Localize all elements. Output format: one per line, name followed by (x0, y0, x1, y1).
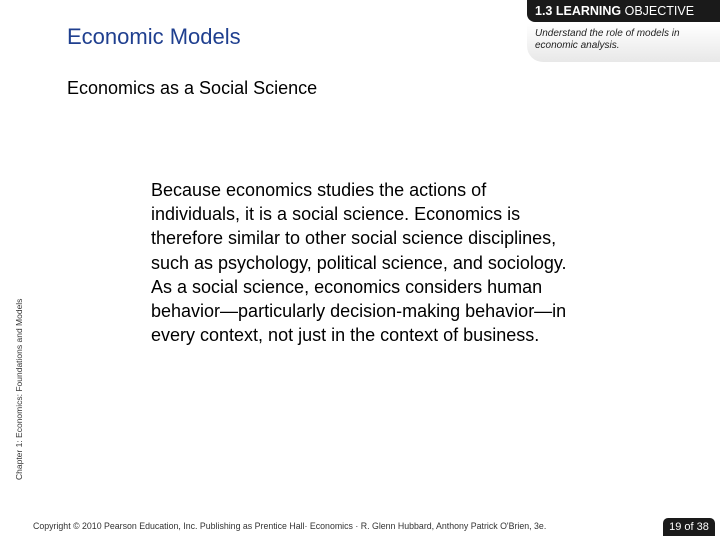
learning-objective-header (527, 0, 720, 22)
body-paragraph: Because economics studies the actions of individuals, it is a social science. Economics is therefore similar to other social science disciplines, such as psychology, political science, and sociology. As a social science, economics considers human behavior—particularly decision-making behavior—in every context, not just in the context of business. (151, 180, 567, 346)
learning-objective-label: OBJECTIVE (624, 4, 695, 18)
page-number: 19 of 38 (663, 518, 715, 536)
learning-objective-number: 1.3 LEARNING (535, 4, 622, 18)
copyright-footer: Copyright © 2010 Pearson Education, Inc. Publishing as Prentice Hall· Economics · R. Glenn Hubbard, Anthony Patrick O'Brien, 3e. (33, 521, 547, 531)
chapter-side-label: Chapter 1: Economics: Foundations and Models (14, 298, 24, 480)
slide-subtitle: Economics as a Social Science (67, 78, 318, 98)
learning-objective-box (527, 0, 720, 62)
slide-title: Economic Models (67, 24, 241, 49)
learning-objective-text: Understand the role of models in economic analysis. (535, 28, 680, 51)
